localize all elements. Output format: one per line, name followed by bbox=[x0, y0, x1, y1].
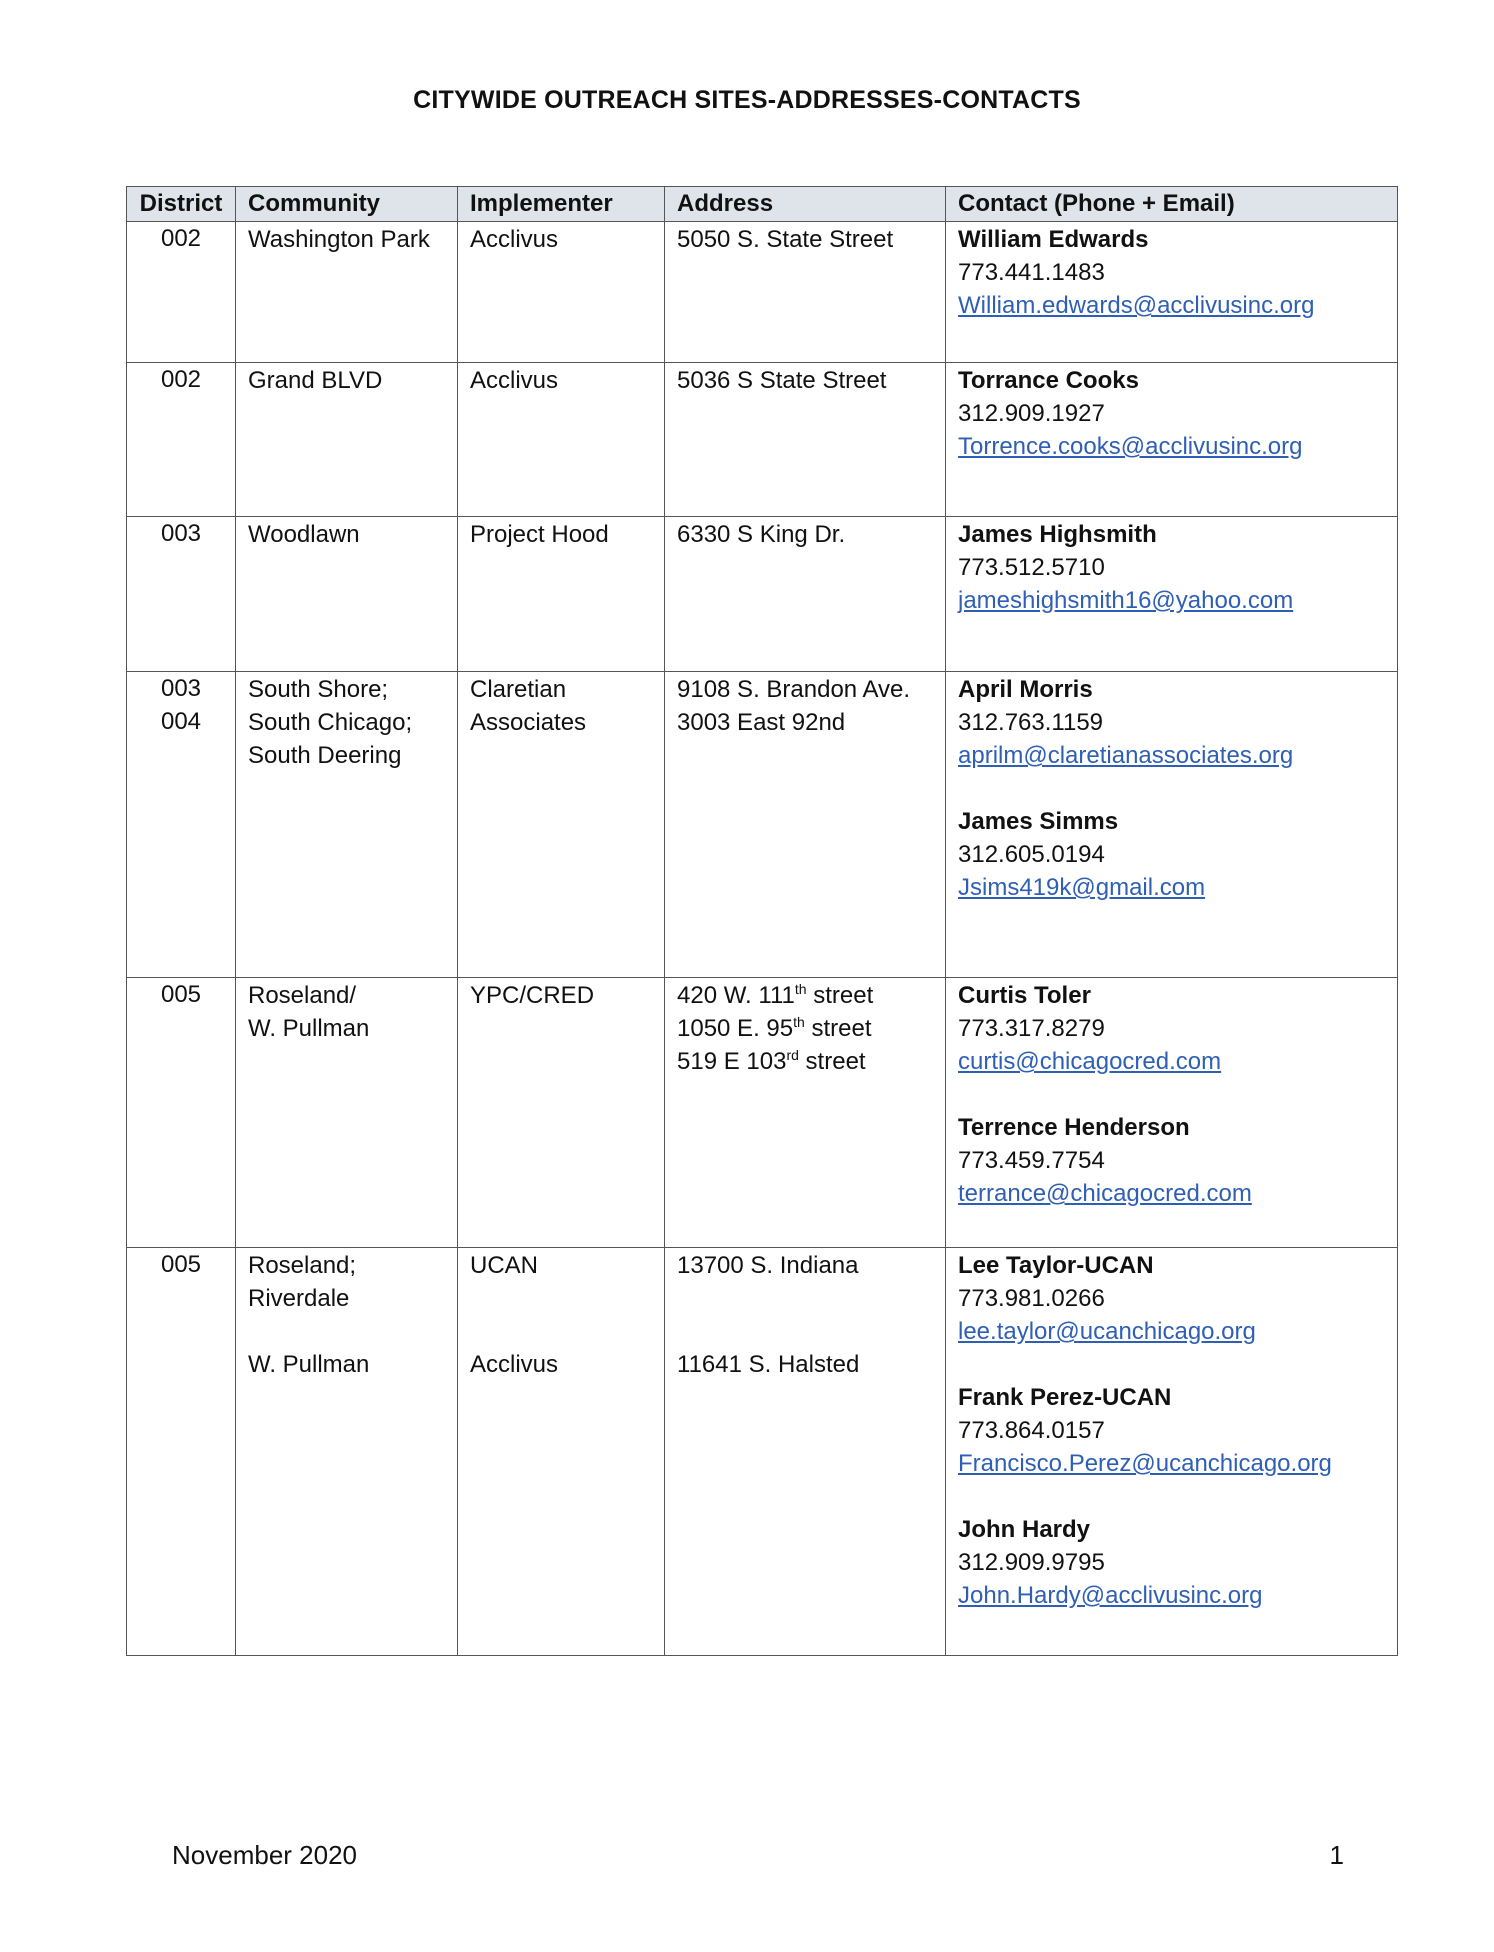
contact-phone: 773.441.1483 bbox=[958, 259, 1105, 286]
cell-contact bbox=[946, 363, 1398, 517]
community-value: Roseland/ bbox=[248, 982, 357, 1009]
district-value: 003 bbox=[160, 675, 202, 702]
column-header-implementer: Implementer bbox=[458, 187, 665, 222]
contact-email-link[interactable]: William.edwards@acclivusinc.org bbox=[958, 292, 1315, 319]
community-value: W. Pullman bbox=[248, 1015, 370, 1042]
community-value: Roseland; bbox=[248, 1252, 357, 1279]
implementer-value: Project Hood bbox=[470, 521, 609, 548]
district-value: 005 bbox=[160, 981, 202, 1008]
community-value: South Chicago; bbox=[248, 709, 413, 736]
cell-address bbox=[665, 517, 946, 672]
table-row bbox=[127, 517, 1398, 672]
contact-email-link[interactable]: aprilm@claretianassociates.org bbox=[958, 742, 1294, 769]
community-value bbox=[248, 1315, 445, 1348]
contact-name: April Morris bbox=[958, 676, 1093, 703]
address-value: 5050 S. State Street bbox=[677, 226, 894, 253]
implementer-value: UCAN bbox=[470, 1252, 539, 1279]
community-value: South Shore; bbox=[248, 676, 389, 703]
implementer-value: Acclivus bbox=[470, 1351, 559, 1378]
contact-block bbox=[958, 1249, 1385, 1348]
column-header-contact: Contact (Phone + Email) bbox=[946, 187, 1398, 222]
cell-address bbox=[665, 1248, 946, 1656]
column-header-community: Community bbox=[236, 187, 458, 222]
implementer-value: YPC/CRED bbox=[470, 982, 595, 1009]
contact-name: James Highsmith bbox=[958, 521, 1157, 548]
table-row bbox=[127, 978, 1398, 1248]
contact-email-link[interactable]: John.Hardy@acclivusinc.org bbox=[958, 1582, 1263, 1609]
community-value: W. Pullman bbox=[248, 1351, 370, 1378]
contact-email-link[interactable]: Jsims419k@gmail.com bbox=[958, 874, 1206, 901]
contact-phone: 773.864.0157 bbox=[958, 1417, 1105, 1444]
cell-implementer bbox=[458, 1248, 665, 1656]
cell-contact bbox=[946, 222, 1398, 363]
community-value: Grand BLVD bbox=[248, 367, 383, 394]
address-ordinal: th bbox=[793, 1014, 805, 1030]
address-value: 6330 S King Dr. bbox=[677, 521, 846, 548]
table-row bbox=[127, 363, 1398, 517]
contact-name: Terrence Henderson bbox=[958, 1114, 1190, 1141]
address-value: 11641 S. Halsted bbox=[677, 1351, 860, 1378]
contact-phone: 312.909.9795 bbox=[958, 1549, 1105, 1576]
cell-address bbox=[665, 672, 946, 978]
contact-phone: 773.512.5710 bbox=[958, 554, 1105, 581]
cell-address bbox=[665, 363, 946, 517]
cell-contact bbox=[946, 672, 1398, 978]
district-value: 002 bbox=[160, 366, 202, 393]
contact-name: John Hardy bbox=[958, 1516, 1091, 1543]
address-value bbox=[677, 1315, 933, 1348]
contact-name: Lee Taylor-UCAN bbox=[958, 1252, 1154, 1279]
table-row bbox=[127, 1248, 1398, 1656]
cell-district bbox=[127, 517, 236, 672]
implementer-value: Claretian bbox=[470, 676, 567, 703]
community-value: Woodlawn bbox=[248, 521, 360, 548]
cell-district bbox=[127, 978, 236, 1248]
contact-block bbox=[958, 979, 1385, 1078]
contact-phone: 312.909.1927 bbox=[958, 400, 1105, 427]
cell-address bbox=[665, 222, 946, 363]
cell-district bbox=[127, 1248, 236, 1656]
contact-email-link[interactable]: Francisco.Perez@ucanchicago.org bbox=[958, 1450, 1332, 1477]
contact-name: Curtis Toler bbox=[958, 982, 1091, 1009]
contact-phone: 312.605.0194 bbox=[958, 841, 1105, 868]
contact-email-link[interactable]: terrance@chicagocred.com bbox=[958, 1180, 1252, 1207]
address-text: 420 W. 111 bbox=[677, 982, 795, 1009]
cell-community bbox=[236, 978, 458, 1248]
address-ordinal: rd bbox=[786, 1047, 799, 1063]
address-value: 13700 S. Indiana bbox=[677, 1252, 859, 1279]
contact-block bbox=[958, 1111, 1385, 1210]
cell-implementer bbox=[458, 978, 665, 1248]
implementer-value bbox=[470, 1315, 652, 1348]
address-value: 5036 S State Street bbox=[677, 367, 887, 394]
page-title: CITYWIDE OUTREACH SITES-ADDRESSES-CONTACTS bbox=[413, 86, 1081, 114]
address-value: 9108 S. Brandon Ave. bbox=[677, 676, 911, 703]
contact-name: William Edwards bbox=[958, 226, 1149, 253]
cell-community bbox=[236, 672, 458, 978]
outreach-sites-table bbox=[126, 186, 1398, 1656]
district-value: 002 bbox=[160, 225, 202, 252]
contact-phone: 773.459.7754 bbox=[958, 1147, 1105, 1174]
cell-implementer bbox=[458, 222, 665, 363]
cell-implementer bbox=[458, 672, 665, 978]
cell-address bbox=[665, 978, 946, 1248]
community-value: Riverdale bbox=[248, 1285, 350, 1312]
address-ordinal: th bbox=[794, 981, 807, 997]
footer-page-number: 1 bbox=[1329, 1840, 1344, 1870]
contact-name: Frank Perez-UCAN bbox=[958, 1384, 1172, 1411]
contact-block bbox=[958, 364, 1385, 463]
table-header-row bbox=[127, 187, 1398, 222]
district-value: 004 bbox=[160, 708, 202, 735]
contact-phone: 773.317.8279 bbox=[958, 1015, 1105, 1042]
contact-email-link[interactable]: Torrence.cooks@acclivusinc.org bbox=[958, 433, 1303, 460]
cell-contact bbox=[946, 517, 1398, 672]
cell-implementer bbox=[458, 363, 665, 517]
cell-community bbox=[236, 222, 458, 363]
contact-email-link[interactable]: jameshighsmith16@yahoo.com bbox=[958, 587, 1294, 614]
cell-district bbox=[127, 363, 236, 517]
community-value: Washington Park bbox=[248, 226, 430, 253]
address-value bbox=[677, 1282, 933, 1315]
table-row bbox=[127, 222, 1398, 363]
contact-block bbox=[958, 805, 1385, 904]
table-row bbox=[127, 672, 1398, 978]
cell-community bbox=[236, 517, 458, 672]
address-text: 1050 E. 95 bbox=[677, 1015, 794, 1042]
cell-community bbox=[236, 1248, 458, 1656]
implementer-value: Acclivus bbox=[470, 226, 559, 253]
address-text: street bbox=[806, 982, 874, 1009]
contact-email-link[interactable]: lee.taylor@ucanchicago.org bbox=[958, 1318, 1256, 1345]
cell-implementer bbox=[458, 517, 665, 672]
cell-contact bbox=[946, 1248, 1398, 1656]
contact-phone: 773.981.0266 bbox=[958, 1285, 1105, 1312]
address-value: 3003 East 92nd bbox=[677, 709, 846, 736]
address-value bbox=[677, 1045, 933, 1078]
contact-name: Torrance Cooks bbox=[958, 367, 1139, 394]
district-value: 005 bbox=[160, 1251, 202, 1278]
contact-block bbox=[958, 518, 1385, 617]
contact-block bbox=[958, 673, 1385, 772]
cell-community bbox=[236, 363, 458, 517]
column-header-district: District bbox=[127, 187, 236, 222]
address-text: 519 E 103 bbox=[677, 1048, 787, 1075]
contact-email-link[interactable]: curtis@chicagocred.com bbox=[958, 1048, 1222, 1075]
contact-name: James Simms bbox=[958, 808, 1119, 835]
implementer-value: Associates bbox=[470, 709, 587, 736]
implementer-value bbox=[470, 1282, 652, 1315]
cell-district bbox=[127, 222, 236, 363]
district-value: 003 bbox=[160, 520, 202, 547]
address-text: street bbox=[798, 1048, 866, 1075]
contact-block bbox=[958, 1513, 1385, 1612]
cell-district bbox=[127, 672, 236, 978]
cell-contact bbox=[946, 978, 1398, 1248]
community-value: South Deering bbox=[248, 742, 402, 769]
column-header-address: Address bbox=[665, 187, 946, 222]
contact-phone: 312.763.1159 bbox=[958, 709, 1104, 736]
footer-date: November 2020 bbox=[172, 1840, 357, 1870]
address-value bbox=[677, 979, 933, 1012]
contact-block bbox=[958, 1381, 1385, 1480]
address-value bbox=[677, 1012, 933, 1045]
contact-block bbox=[958, 223, 1385, 322]
implementer-value: Acclivus bbox=[470, 367, 559, 394]
address-text: street bbox=[804, 1015, 872, 1042]
